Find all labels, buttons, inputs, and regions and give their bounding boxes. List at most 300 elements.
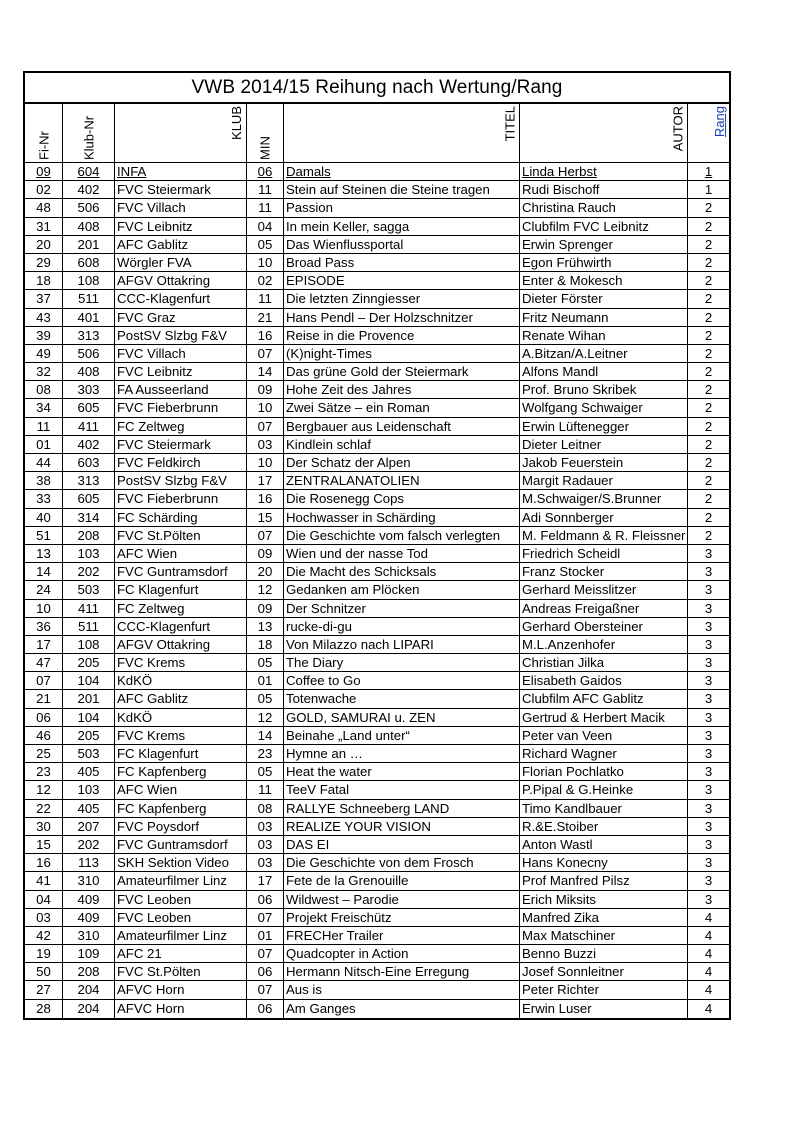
cell-titel: Der Schnitzer [284, 600, 520, 617]
cell-klub-nr: 506 [63, 199, 115, 216]
cell-min: 07 [247, 527, 284, 544]
cell-fi-nr: 01 [25, 436, 63, 453]
cell-fi-nr: 50 [25, 963, 63, 980]
cell-rang: 3 [704, 600, 713, 616]
table-row [25, 163, 729, 181]
cell-titel: Kindlein schlaf [284, 436, 520, 453]
table-row [25, 290, 729, 308]
cell-rang: 2 [704, 473, 713, 489]
cell-rang: 3 [704, 545, 713, 561]
cell-klub-nr: 204 [63, 1000, 115, 1018]
cell-min: 07 [247, 981, 284, 998]
cell-klub: FC Kapfenberg [115, 763, 247, 780]
header-rang[interactable]: Rang [712, 106, 727, 138]
cell-rang: 2 [704, 200, 713, 216]
cell-titel: Die Macht des Schicksals [284, 563, 520, 580]
cell-klub: FVC Graz [115, 309, 247, 326]
cell-klub: FVC Leoben [115, 909, 247, 926]
cell-klub-nr: 405 [63, 763, 115, 780]
cell-klub: FC Klagenfurt [115, 581, 247, 598]
cell-klub: FVC Guntramsdorf [115, 563, 247, 580]
cell-min: 07 [247, 418, 284, 435]
table-row [25, 927, 729, 945]
cell-fi-nr: 11 [25, 418, 63, 435]
cell-autor: Dieter Förster [520, 290, 688, 307]
table-row [25, 945, 729, 963]
cell-rang: 2 [704, 400, 713, 416]
cell-klub-nr: 104 [63, 672, 115, 689]
cell-titel: Stein auf Steinen die Steine tragen [284, 181, 520, 198]
cell-klub-nr: 104 [63, 709, 115, 726]
cell-rang: 2 [704, 291, 713, 307]
cell-min: 09 [247, 600, 284, 617]
cell-fi-nr: 08 [25, 381, 63, 398]
cell-autor: Clubfilm AFC Gablitz [520, 690, 688, 707]
cell-rang: 2 [704, 509, 713, 525]
cell-min: 09 [247, 381, 284, 398]
cell-fi-nr: 13 [25, 545, 63, 562]
table-row [25, 690, 729, 708]
cell-fi-nr: 40 [25, 509, 63, 526]
table-row [25, 454, 729, 472]
cell-titel: GOLD, SAMURAI u. ZEN [284, 709, 520, 726]
cell-fi-nr: 24 [25, 581, 63, 598]
cell-klub-nr: 207 [63, 818, 115, 835]
cell-fi-nr: 19 [25, 945, 63, 962]
cell-klub-nr: 208 [63, 527, 115, 544]
cell-klub: FVC Leibnitz [115, 218, 247, 235]
cell-klub-nr: 511 [63, 618, 115, 635]
cell-klub: FVC Steiermark [115, 436, 247, 453]
cell-klub-nr: 303 [63, 381, 115, 398]
cell-titel: Das grüne Gold der Steiermark [284, 363, 520, 380]
cell-titel: Die letzten Zinngiesser [284, 290, 520, 307]
cell-min: 07 [247, 909, 284, 926]
cell-klub-nr: 205 [63, 654, 115, 671]
cell-min: 16 [247, 327, 284, 344]
cell-autor: Franz Stocker [520, 563, 688, 580]
table-row [25, 363, 729, 381]
cell-titel: In mein Keller, sagga [284, 218, 520, 235]
cell-titel: Heat the water [284, 763, 520, 780]
cell-autor: Gerhard Obersteiner [520, 618, 688, 635]
table-row [25, 909, 729, 927]
cell-titel: Die Geschichte von dem Frosch [284, 854, 520, 871]
cell-titel: RALLYE Schneeberg LAND [284, 800, 520, 817]
cell-autor: Anton Wastl [520, 836, 688, 853]
cell-fi-nr: 29 [25, 254, 63, 271]
cell-rang: 3 [704, 800, 713, 816]
cell-rang: 3 [704, 836, 713, 852]
cell-autor: Florian Pochlatko [520, 763, 688, 780]
cell-min: 13 [247, 618, 284, 635]
cell-rang: 3 [704, 873, 713, 889]
cell-rang: 3 [704, 691, 713, 707]
cell-titel: Hermann Nitsch-Eine Erregung [284, 963, 520, 980]
cell-klub: CCC-Klagenfurt [115, 290, 247, 307]
cell-klub-nr: 204 [63, 981, 115, 998]
table-row [25, 709, 729, 727]
cell-autor: Renate Wihan [520, 327, 688, 344]
table-row [25, 309, 729, 327]
cell-min: 11 [247, 781, 284, 798]
cell-min: 03 [247, 436, 284, 453]
cell-klub-nr: 202 [63, 836, 115, 853]
cell-titel: Hohe Zeit des Jahres [284, 381, 520, 398]
cell-rang: 2 [704, 273, 713, 289]
table-body [25, 163, 729, 1018]
cell-min: 11 [247, 181, 284, 198]
cell-titel: Wien und der nasse Tod [284, 545, 520, 562]
cell-titel: Das Wienflussportal [284, 236, 520, 253]
cell-klub: KdKÖ [115, 709, 247, 726]
cell-titel: EPISODE [284, 272, 520, 289]
cell-klub: FVC Fieberbrunn [115, 399, 247, 416]
cell-titel: rucke-di-gu [284, 618, 520, 635]
cell-fi-nr: 34 [25, 399, 63, 416]
header-titel: TITEL [284, 104, 520, 162]
cell-rang: 2 [704, 345, 713, 361]
cell-autor: Egon Frühwirth [520, 254, 688, 271]
cell-titel: Fete de la Grenouille [284, 872, 520, 889]
cell-rang: 2 [704, 327, 713, 343]
cell-titel: (K)night-Times [284, 345, 520, 362]
cell-autor: R.&E.Stoiber [520, 818, 688, 835]
table-row [25, 581, 729, 599]
cell-rang: 4 [704, 964, 713, 980]
cell-min: 07 [247, 945, 284, 962]
cell-rang: 2 [704, 364, 713, 380]
cell-fi-nr: 38 [25, 472, 63, 489]
table-row [25, 891, 729, 909]
cell-autor: Gerhard Meisslitzer [520, 581, 688, 598]
cell-rang: 3 [704, 618, 713, 634]
cell-klub-nr: 511 [63, 290, 115, 307]
cell-fi-nr: 22 [25, 800, 63, 817]
table-row [25, 436, 729, 454]
table-row [25, 399, 729, 417]
cell-rang: 4 [704, 946, 713, 962]
cell-klub: FVC Villach [115, 199, 247, 216]
cell-rang: 1 [704, 164, 713, 179]
cell-klub: FC Zeltweg [115, 600, 247, 617]
cell-min: 10 [247, 454, 284, 471]
cell-klub-nr: 503 [63, 581, 115, 598]
cell-titel: Aus is [284, 981, 520, 998]
cell-autor: Fritz Neumann [520, 309, 688, 326]
cell-min: 11 [247, 199, 284, 216]
cell-klub-nr: 605 [63, 490, 115, 507]
table-row [25, 509, 729, 527]
cell-fi-nr: 07 [25, 672, 63, 689]
cell-fi-nr: 02 [25, 181, 63, 198]
cell-fi-nr: 48 [25, 199, 63, 216]
cell-autor: Adi Sonnberger [520, 509, 688, 526]
cell-min: 10 [247, 399, 284, 416]
cell-fi-nr: 39 [25, 327, 63, 344]
cell-klub-nr: 409 [63, 909, 115, 926]
cell-fi-nr: 16 [25, 854, 63, 871]
cell-fi-nr: 23 [25, 763, 63, 780]
cell-klub-nr: 402 [63, 181, 115, 198]
cell-klub: FVC Leibnitz [115, 363, 247, 380]
cell-autor: Linda Herbst [520, 163, 688, 180]
cell-fi-nr: 10 [25, 600, 63, 617]
cell-titel: Am Ganges [284, 1000, 520, 1018]
cell-titel: Hymne an … [284, 745, 520, 762]
cell-rang: 4 [704, 927, 713, 943]
cell-autor: A.Bitzan/A.Leitner [520, 345, 688, 362]
header-min: MIN [247, 104, 284, 162]
cell-min: 17 [247, 872, 284, 889]
cell-titel: Gedanken am Plöcken [284, 581, 520, 598]
cell-titel: Broad Pass [284, 254, 520, 271]
table-row [25, 636, 729, 654]
cell-klub: CCC-Klagenfurt [115, 618, 247, 635]
cell-klub: SKH Sektion Video [115, 854, 247, 871]
cell-klub-nr: 314 [63, 509, 115, 526]
cell-fi-nr: 28 [25, 1000, 63, 1018]
cell-klub: Amateurfilmer Linz [115, 872, 247, 889]
cell-rang: 2 [704, 309, 713, 325]
table-row [25, 218, 729, 236]
table-row [25, 345, 729, 363]
cell-min: 05 [247, 236, 284, 253]
cell-klub: FVC Fieberbrunn [115, 490, 247, 507]
cell-autor: Clubfilm FVC Leibnitz [520, 218, 688, 235]
cell-klub: AFGV Ottakring [115, 636, 247, 653]
cell-rang: 1 [704, 182, 713, 198]
table-row [25, 381, 729, 399]
table-row [25, 654, 729, 672]
cell-klub: AFC Gablitz [115, 690, 247, 707]
cell-fi-nr: 20 [25, 236, 63, 253]
cell-fi-nr: 44 [25, 454, 63, 471]
table-row [25, 818, 729, 836]
cell-autor: M.Schwaiger/S.Brunner [520, 490, 688, 507]
cell-titel: Passion [284, 199, 520, 216]
table-row [25, 600, 729, 618]
table-row [25, 181, 729, 199]
cell-klub: FVC Leoben [115, 891, 247, 908]
table-row [25, 963, 729, 981]
cell-klub-nr: 405 [63, 800, 115, 817]
table-row [25, 763, 729, 781]
table-row [25, 272, 729, 290]
cell-fi-nr: 25 [25, 745, 63, 762]
cell-klub: FVC Krems [115, 654, 247, 671]
cell-fi-nr: 47 [25, 654, 63, 671]
table-row [25, 981, 729, 999]
cell-min: 11 [247, 290, 284, 307]
table-row [25, 490, 729, 508]
cell-klub-nr: 109 [63, 945, 115, 962]
cell-fi-nr: 42 [25, 927, 63, 944]
cell-klub-nr: 201 [63, 690, 115, 707]
cell-klub: KdKÖ [115, 672, 247, 689]
cell-autor: Erwin Luser [520, 1000, 688, 1018]
table-row [25, 327, 729, 345]
cell-titel: Quadcopter in Action [284, 945, 520, 962]
cell-rang: 3 [704, 564, 713, 580]
cell-klub: FVC Villach [115, 345, 247, 362]
table-row [25, 199, 729, 217]
cell-klub: AFVC Horn [115, 1000, 247, 1018]
cell-klub: Amateurfilmer Linz [115, 927, 247, 944]
cell-klub: FVC Steiermark [115, 181, 247, 198]
cell-titel: Die Rosenegg Cops [284, 490, 520, 507]
cell-min: 23 [247, 745, 284, 762]
cell-fi-nr: 27 [25, 981, 63, 998]
cell-autor: P.Pipal & G.Heinke [520, 781, 688, 798]
cell-fi-nr: 51 [25, 527, 63, 544]
cell-klub: FC Kapfenberg [115, 800, 247, 817]
cell-titel: The Diary [284, 654, 520, 671]
cell-klub-nr: 313 [63, 472, 115, 489]
cell-titel: Von Milazzo nach LIPARI [284, 636, 520, 653]
cell-klub: AFC Wien [115, 781, 247, 798]
cell-klub-nr: 313 [63, 327, 115, 344]
cell-rang: 3 [704, 746, 713, 761]
cell-rang: 3 [704, 891, 713, 907]
cell-autor: Alfons Mandl [520, 363, 688, 380]
cell-rang: 3 [704, 782, 713, 798]
cell-klub-nr: 103 [63, 781, 115, 798]
cell-autor: Margit Radauer [520, 472, 688, 489]
cell-titel: Wildwest – Parodie [284, 891, 520, 908]
cell-titel: Projekt Freischütz [284, 909, 520, 926]
cell-titel: Hochwasser in Schärding [284, 509, 520, 526]
cell-min: 06 [247, 163, 284, 180]
cell-klub: PostSV Slzbg F&V [115, 472, 247, 489]
table-row [25, 745, 729, 763]
cell-rang: 3 [704, 727, 713, 743]
cell-titel: Beinahe „Land unter“ [284, 727, 520, 744]
cell-autor: Andreas Freigaßner [520, 600, 688, 617]
cell-autor: Wolfgang Schwaiger [520, 399, 688, 416]
cell-fi-nr: 36 [25, 618, 63, 635]
cell-klub: Wörgler FVA [115, 254, 247, 271]
cell-autor: Dieter Leitner [520, 436, 688, 453]
cell-titel: Die Geschichte vom falsch verlegten [284, 527, 520, 544]
cell-titel: DAS EI [284, 836, 520, 853]
cell-autor: Enter & Mokesch [520, 272, 688, 289]
cell-fi-nr: 37 [25, 290, 63, 307]
cell-klub: FVC Guntramsdorf [115, 836, 247, 853]
cell-rang: 2 [704, 455, 713, 470]
cell-klub-nr: 108 [63, 272, 115, 289]
cell-fi-nr: 49 [25, 345, 63, 362]
table-row [25, 563, 729, 581]
cell-klub: FVC St.Pölten [115, 527, 247, 544]
cell-klub-nr: 401 [63, 309, 115, 326]
cell-autor: M. Feldmann & R. Fleissner [520, 527, 688, 544]
cell-fi-nr: 06 [25, 709, 63, 726]
cell-klub-nr: 205 [63, 727, 115, 744]
cell-autor: Peter Richter [520, 981, 688, 998]
cell-rang: 3 [704, 636, 713, 652]
cell-klub-nr: 506 [63, 345, 115, 362]
cell-rang: 3 [704, 764, 713, 780]
cell-min: 10 [247, 254, 284, 271]
cell-min: 01 [247, 927, 284, 944]
table-title: VWB 2014/15 Reihung nach Wertung/Rang [25, 73, 729, 104]
cell-rang: 4 [704, 909, 713, 925]
cell-klub: PostSV Slzbg F&V [115, 327, 247, 344]
cell-titel: Coffee to Go [284, 672, 520, 689]
cell-min: 08 [247, 800, 284, 817]
cell-klub-nr: 202 [63, 563, 115, 580]
cell-rang: 4 [704, 1000, 713, 1016]
cell-klub-nr: 310 [63, 872, 115, 889]
cell-min: 03 [247, 818, 284, 835]
cell-min: 03 [247, 836, 284, 853]
cell-rang: 2 [704, 418, 713, 434]
header-klub: KLUB [115, 104, 247, 162]
cell-autor: Benno Buzzi [520, 945, 688, 962]
cell-autor: Josef Sonnleitner [520, 963, 688, 980]
cell-autor: Erwin Sprenger [520, 236, 688, 253]
table-row [25, 254, 729, 272]
cell-titel: ZENTRALANATOLIEN [284, 472, 520, 489]
cell-klub-nr: 408 [63, 363, 115, 380]
cell-min: 04 [247, 218, 284, 235]
cell-rang: 2 [704, 236, 713, 252]
cell-autor: Christian Jilka [520, 654, 688, 671]
cell-min: 09 [247, 545, 284, 562]
cell-autor: Richard Wagner [520, 745, 688, 762]
cell-min: 06 [247, 963, 284, 980]
cell-titel: Totenwache [284, 690, 520, 707]
cell-klub: FVC St.Pölten [115, 963, 247, 980]
cell-rang: 2 [704, 254, 713, 270]
cell-autor: Timo Kandlbauer [520, 800, 688, 817]
cell-titel: FRECHer Trailer [284, 927, 520, 944]
cell-min: 18 [247, 636, 284, 653]
cell-klub-nr: 310 [63, 927, 115, 944]
cell-klub: FC Zeltweg [115, 418, 247, 435]
cell-titel: Der Schatz der Alpen [284, 454, 520, 471]
table-row [25, 727, 729, 745]
cell-klub: FVC Poysdorf [115, 818, 247, 835]
cell-klub-nr: 411 [63, 600, 115, 617]
cell-klub-nr: 604 [63, 163, 115, 180]
cell-autor: Prof. Bruno Skribek [520, 381, 688, 398]
cell-min: 01 [247, 672, 284, 689]
cell-autor: Erich Miksits [520, 891, 688, 908]
cell-klub: FVC Krems [115, 727, 247, 744]
cell-klub-nr: 503 [63, 745, 115, 762]
cell-klub-nr: 201 [63, 236, 115, 253]
cell-klub: INFA [115, 163, 247, 180]
cell-rang: 3 [704, 709, 713, 725]
cell-min: 05 [247, 690, 284, 707]
cell-fi-nr: 17 [25, 636, 63, 653]
cell-rang: 3 [704, 855, 713, 871]
cell-titel: Reise in die Provence [284, 327, 520, 344]
cell-klub: FC Klagenfurt [115, 745, 247, 762]
cell-fi-nr: 32 [25, 363, 63, 380]
table-row [25, 836, 729, 854]
cell-autor: Erwin Lüftenegger [520, 418, 688, 435]
cell-klub: AFC Gablitz [115, 236, 247, 253]
table-row [25, 1000, 729, 1018]
cell-min: 07 [247, 345, 284, 362]
cell-klub-nr: 103 [63, 545, 115, 562]
cell-min: 12 [247, 581, 284, 598]
cell-klub: FVC Feldkirch [115, 454, 247, 471]
cell-klub: AFGV Ottakring [115, 272, 247, 289]
